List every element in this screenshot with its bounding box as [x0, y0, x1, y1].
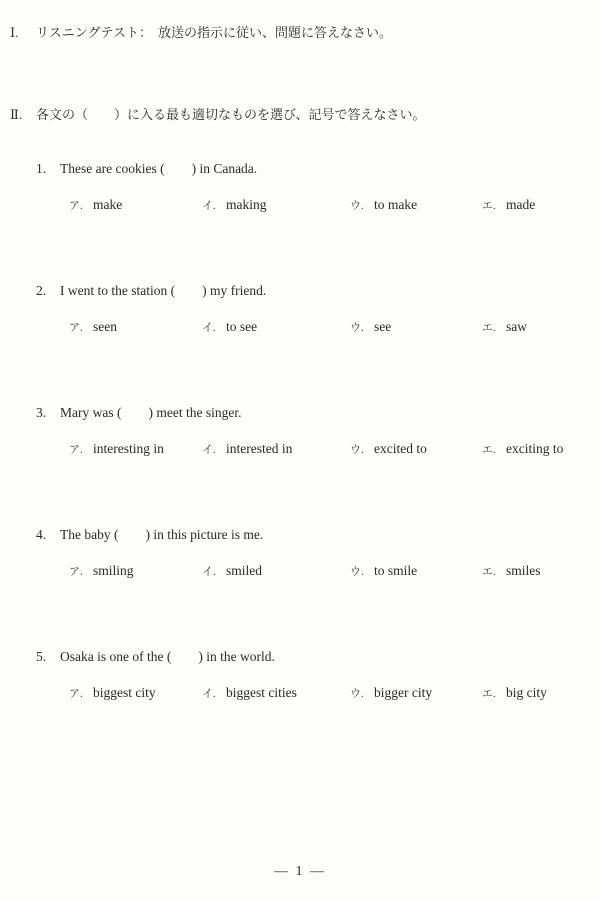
option-mark: ウ. [350, 444, 364, 456]
option-text: bigger city [374, 685, 433, 700]
answer-options [36, 563, 596, 581]
option-a [69, 685, 156, 701]
option-a [69, 441, 164, 457]
question-number: 2. [36, 283, 47, 298]
option-text: interesting in [93, 441, 164, 456]
question-text: These are cookies ( ) in Canada. [60, 161, 258, 176]
section-1-heading [10, 22, 392, 41]
answer-options [36, 319, 596, 337]
option-mark: エ. [482, 444, 496, 456]
option-text: smiled [226, 563, 262, 578]
option-i [202, 685, 297, 701]
option-mark: ア. [69, 688, 83, 700]
question-text: Osaka is one of the ( ) in the world. [60, 649, 275, 664]
answer-options [36, 197, 596, 215]
question-text: Mary was ( ) meet the singer. [60, 405, 242, 420]
section-2-number: Ⅱ. [10, 107, 23, 122]
option-text: smiles [506, 563, 541, 578]
question-text: I went to the station ( ) my friend. [60, 283, 267, 298]
question-number: 5. [36, 649, 47, 664]
option-text: interested in [226, 441, 293, 456]
section-2-instruction: 各文の（ ）に入る最も適切なものを選び、記号で答えなさい。 [36, 107, 426, 122]
option-text: big city [506, 685, 547, 700]
option-a [69, 197, 122, 213]
question-number: 3. [36, 405, 47, 420]
option-u [350, 685, 432, 701]
question-3 [36, 401, 596, 459]
option-text: biggest cities [226, 685, 297, 700]
section-1-instruction: 放送の指示に従い、問題に答えなさい。 [157, 25, 392, 40]
option-text: made [506, 197, 536, 212]
option-mark: エ. [482, 200, 496, 212]
option-mark: ア. [69, 322, 83, 334]
option-mark: ウ. [350, 566, 364, 578]
option-i [202, 197, 267, 213]
option-mark: ウ. [350, 688, 364, 700]
question-number: 4. [36, 527, 47, 542]
option-text: excited to [374, 441, 427, 456]
option-u [350, 441, 427, 457]
option-mark: イ. [202, 566, 216, 578]
question-stem [36, 279, 596, 297]
option-mark: ウ. [350, 322, 364, 334]
option-a [69, 563, 134, 579]
option-text: to smile [374, 563, 418, 578]
question-1 [36, 157, 596, 215]
option-i [202, 319, 257, 335]
option-text: make [93, 197, 123, 212]
option-mark: イ. [202, 200, 216, 212]
option-text: seen [93, 319, 117, 334]
option-text: to see [226, 319, 258, 334]
option-text: to make [374, 197, 418, 212]
option-mark: エ. [482, 566, 496, 578]
option-text: saw [506, 319, 527, 334]
option-e [482, 319, 527, 335]
question-4 [36, 523, 596, 581]
option-a [69, 319, 117, 335]
option-mark: ア. [69, 566, 83, 578]
question-stem [36, 157, 596, 175]
option-text: exciting to [506, 441, 564, 456]
option-u [350, 319, 391, 335]
question-2 [36, 279, 596, 337]
question-stem [36, 645, 596, 663]
answer-options [36, 685, 596, 703]
option-text: biggest city [93, 685, 156, 700]
option-e [482, 441, 563, 457]
option-i [202, 563, 262, 579]
question-stem [36, 401, 596, 419]
option-mark: イ. [202, 688, 216, 700]
option-text: smiling [93, 563, 134, 578]
option-e [482, 197, 535, 213]
option-e [482, 563, 541, 579]
section-2-heading [10, 104, 425, 123]
option-mark: ウ. [350, 200, 364, 212]
question-5 [36, 645, 596, 703]
option-e [482, 685, 547, 701]
option-u [350, 563, 417, 579]
option-mark: ア. [69, 444, 83, 456]
option-text: see [374, 319, 392, 334]
option-mark: イ. [202, 444, 216, 456]
answer-options [36, 441, 596, 459]
question-stem [36, 523, 596, 541]
section-1-title: リスニングテスト： [36, 25, 152, 40]
option-mark: エ. [482, 322, 496, 334]
option-mark: ア. [69, 200, 83, 212]
question-text: The baby ( ) in this picture is me. [60, 527, 264, 542]
option-mark: イ. [202, 322, 216, 334]
section-1-number: Ⅰ. [10, 25, 19, 40]
option-i [202, 441, 292, 457]
option-text: making [226, 197, 267, 212]
option-u [350, 197, 417, 213]
question-number: 1. [36, 161, 47, 176]
option-mark: エ. [482, 688, 496, 700]
page-number: — 1 — [274, 864, 326, 879]
